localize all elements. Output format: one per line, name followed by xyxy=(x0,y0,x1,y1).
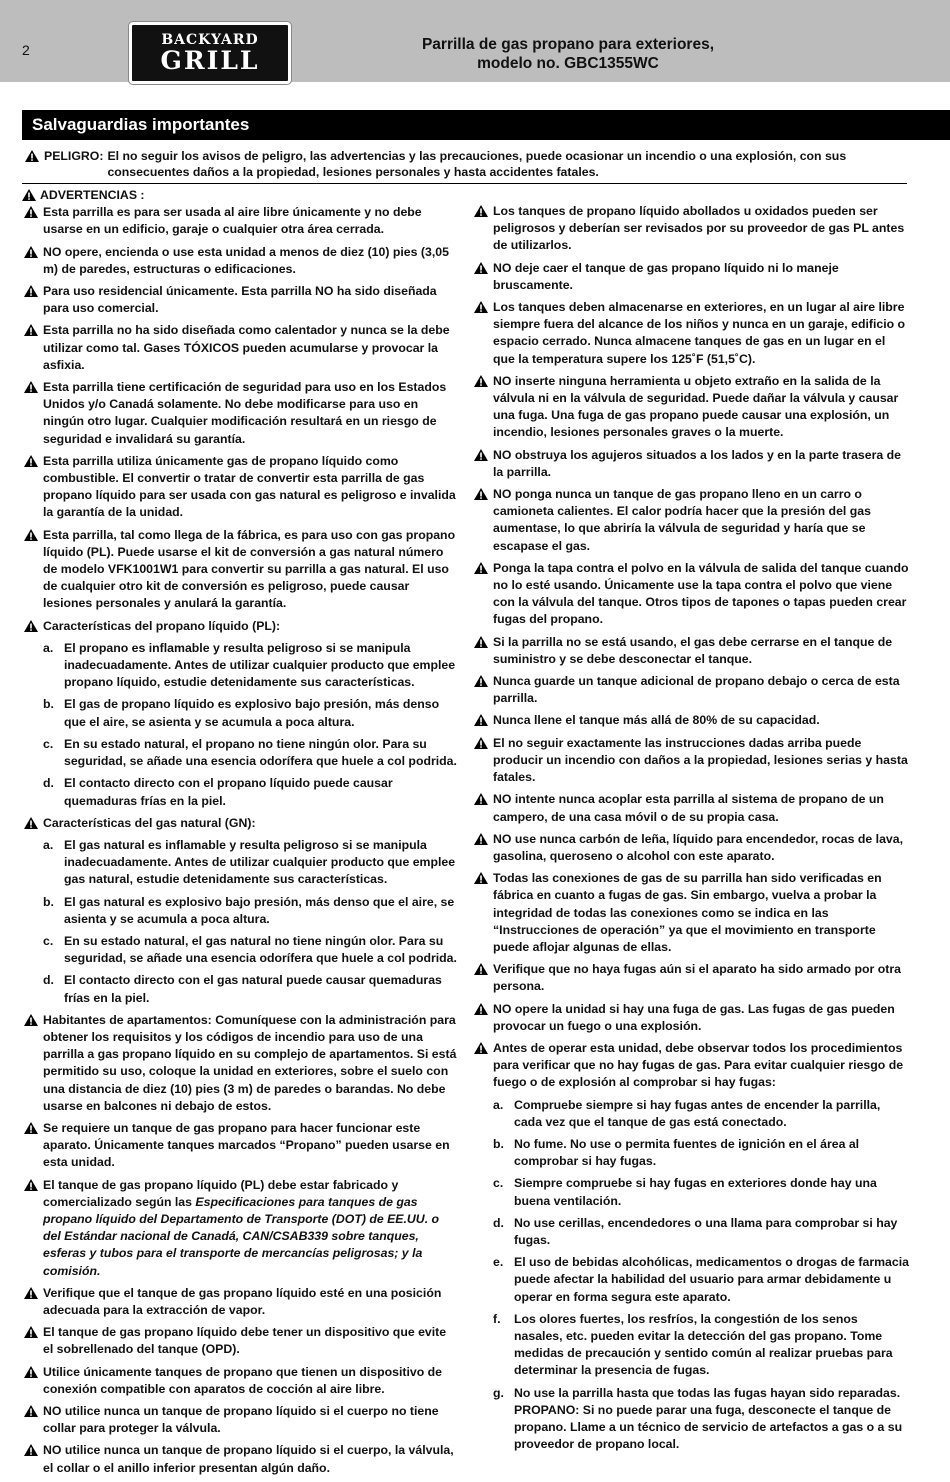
warning-triangle-icon xyxy=(474,872,488,884)
warning-text: Características del gas natural (GN): xyxy=(43,815,256,830)
warning-text: Esta parrilla, tal como llega de la fábrica, es para uso con gas propano líquido (PL). Puede usarse el kit de conversión a gas natural número de modelo VFK1001W1 para convertir su parrilla a gas natural. El uso de cualquier otro kit de conversión es peligroso, puede causar lesiones personales y anulará la garantía. xyxy=(43,527,456,611)
sub-text: El uso de bebidas alcohólicas, medicamentos o drogas de farmacia puede afectar la habilidad del usuario para armar debidamente u operar en forma segura este aparato. xyxy=(514,1255,909,1304)
warning-item xyxy=(472,203,909,255)
warning-item xyxy=(472,870,909,956)
sub-letter: b. xyxy=(493,1136,504,1151)
warning-text: El tanque de gas propano líquido debe tener un dispositivo que evite el sobrellenado del tanque (OPD). xyxy=(43,1325,447,1357)
warning-item xyxy=(472,961,909,995)
sub-text: El gas natural es inflamable y resulta peligroso si se manipula inadecuadamente. Antes de utilizar cualquier producto que emplee gas natural, estudie detenidamente sus características. xyxy=(64,837,456,887)
warning-item xyxy=(472,673,909,707)
warning-text: Verifique que no haya fugas aún si el aparato ha sido armado por otra persona. xyxy=(493,962,901,994)
warning-item xyxy=(22,1442,459,1476)
danger-text: El no seguir los avisos de peligro, las advertencias y las precauciones, puede ocasionar un incendio o una explosión, con sus consecuentes daños a la propiedad, lesiones personales y hasta accidentes fatales. xyxy=(107,149,847,179)
warning-item xyxy=(22,1324,459,1358)
warning-triangle-icon xyxy=(474,562,488,574)
warning-text: NO opere la unidad si hay una fuga de gas. Las fugas de gas pueden provocar un fuego o una explosión. xyxy=(493,1001,895,1033)
sub-item xyxy=(472,1175,909,1209)
warning-triangle-icon xyxy=(474,488,488,500)
warning-item xyxy=(472,260,909,294)
warning-text: NO utilice nunca un tanque de propano líquido si el cuerpo no tiene collar para proteger la válvula. xyxy=(43,1404,439,1436)
warning-triangle-icon xyxy=(24,285,38,297)
warning-triangle-icon xyxy=(474,205,488,217)
warning-text: NO deje caer el tanque de gas propano líquido ni lo maneje bruscamente. xyxy=(493,260,839,292)
warning-item xyxy=(22,244,459,278)
sub-item xyxy=(472,1311,909,1380)
warning-item xyxy=(22,1120,459,1172)
warning-triangle-icon xyxy=(24,1326,38,1338)
warning-triangle-icon xyxy=(474,737,488,749)
warning-text: NO inserte ninguna herramienta u objeto extraño en la salida de la válvula ni en la válvula de seguridad. Puede dañar la válvula y causar una fuga. Una fuga de gas propano puede causar una explosión, un incendio, lesiones personales graves o la muerte. xyxy=(493,373,899,440)
warning-triangle-icon xyxy=(24,1444,38,1456)
sub-text: No use cerillas, encendedores o una llama para comprobar si hay fugas. xyxy=(514,1215,898,1247)
sub-item xyxy=(22,972,459,1006)
danger-label-wrap xyxy=(22,148,103,180)
sub-item xyxy=(472,1385,909,1454)
danger-label: PELIGRO: xyxy=(44,149,104,163)
warning-triangle-icon xyxy=(474,449,488,461)
warning-item xyxy=(472,373,909,442)
warning-text: El no seguir exactamente las instrucciones dadas arriba puede producir un incendio con daños a la propiedad, lesiones serias y hasta fatales. xyxy=(493,735,908,785)
title-line-1: Parrilla de gas propano para exteriores, xyxy=(421,36,715,53)
sub-item xyxy=(22,696,459,730)
sub-letter: a. xyxy=(43,837,54,852)
logo-top-text: BACKYARD xyxy=(161,32,259,48)
warning-item xyxy=(472,791,909,825)
warning-triangle-icon xyxy=(24,817,38,829)
warning-text: Los tanques deben almacenarse en exteriores, en un lugar al aire libre siempre fuera del alcance de los niños y nunca en un garaje, edificio o espacio cerrado. Nunca almacene tanques de gas en un lugar en el que la temperatura supere los 125˚F (51,5˚C). xyxy=(493,300,906,366)
warning-item xyxy=(22,815,459,832)
warning-item xyxy=(22,1364,459,1398)
sub-text: Siempre compruebe si hay fugas en exteriores donde hay una buena ventilación. xyxy=(514,1176,877,1208)
warning-item xyxy=(22,1285,459,1319)
warning-triangle-icon xyxy=(24,381,38,393)
section-title: Salvaguardias importantes xyxy=(32,115,250,134)
warning-text: NO intente nunca acoplar esta parrilla al sistema de propano de un campero, de una casa móvil o de su propia casa. xyxy=(493,792,884,824)
warning-item xyxy=(22,618,459,635)
warning-text: Esta parrilla es para ser usada al aire libre únicamente y no debe usarse en un edificio, garaje o cualquier otra área cerrada. xyxy=(43,205,422,237)
warning-item xyxy=(22,204,459,238)
sub-text: No use la parrilla hasta que todas las fugas hayan sido reparadas. PROPANO: Si no puede parar una fuga, desconecte el tanque de propano. Llame a un técnico de servicio de artefactos a gas o a su proveedor de propano local. xyxy=(514,1385,903,1452)
warning-text: Ponga la tapa contra el polvo en la válvula de salida del tanque cuando no lo esté usando. Únicamente use la tapa contra el polvo que viene con la válvula del tanque. Otros tipos de tapones o tapas pueden crear fugas del propano. xyxy=(493,560,909,627)
warning-triangle-icon xyxy=(474,793,488,805)
backyard-grill-logo xyxy=(129,22,291,84)
logo-bottom-text: GRILL xyxy=(160,46,260,75)
warning-triangle-icon xyxy=(24,1179,38,1191)
warning-triangle-icon xyxy=(24,324,38,336)
title-line-2: modelo no. GBC1355WC xyxy=(477,55,659,72)
sub-item xyxy=(472,1136,909,1170)
warning-item xyxy=(22,1012,459,1115)
warning-triangle-icon xyxy=(24,455,38,467)
warning-text: NO use nunca carbón de leña, líquido para encendedor, rocas de lava, gasolina, queroseno o alcohol con este aparato. xyxy=(493,831,904,863)
warning-item xyxy=(22,379,459,448)
sub-letter: c. xyxy=(43,933,54,948)
warning-text: Nunca guarde un tanque adicional de propano debajo o cerca de esta parrilla. xyxy=(493,674,900,706)
warning-text: El tanque de gas propano líquido (PL) debe estar fabricado y comercializado según las xyxy=(43,1177,399,1209)
warning-item xyxy=(22,322,459,374)
warning-item xyxy=(472,486,909,555)
warning-item xyxy=(472,1001,909,1035)
warning-triangle-icon xyxy=(474,375,488,387)
page-number: 2 xyxy=(22,42,30,58)
warning-text-italic: Especificaciones para tanques de gas propano líquido del Departamento de Transporte (DOT) de EE.UU. o del Estándar nacional de Canadá, CAN/CSAB339 sobre tanques, esferas y tubos para el transporte de mercancías peligrosas; y la comisión. xyxy=(43,1194,440,1278)
sub-item xyxy=(22,775,459,809)
warning-item xyxy=(22,453,459,522)
sub-text: Compruebe siempre si hay fugas antes de encender la parrilla, cada vez que el tanque de gas está conectado. xyxy=(514,1097,881,1129)
warning-triangle-icon xyxy=(24,206,38,218)
warning-text: Antes de operar esta unidad, debe observar todos los procedimientos para verificar que no hay fugas de gas. Para evitar cualquier riesgo de fuego o de explosión al comprobar si hay fugas: xyxy=(493,1040,904,1090)
warnings-right-column xyxy=(472,203,909,1458)
warning-text: Los tanques de propano líquido abollados u oxidados pueden ser peligrosos y deberían ser revisados por su proveedor de gas PL antes de utilizarlos. xyxy=(493,204,905,253)
warning-triangle-icon xyxy=(25,150,39,162)
warning-triangle-icon xyxy=(24,620,38,632)
warning-item xyxy=(472,735,909,787)
sub-item xyxy=(22,894,459,928)
warning-item xyxy=(472,560,909,629)
warning-triangle-icon xyxy=(474,1003,488,1015)
sub-item xyxy=(472,1215,909,1249)
warning-triangle-icon xyxy=(474,262,488,274)
warning-item xyxy=(472,712,909,729)
warning-text: Se requiere un tanque de gas propano para hacer funcionar este aparato. Únicamente tanques marcados “Propano” pueden usarse en esta unidad. xyxy=(43,1120,450,1170)
sub-letter: f. xyxy=(493,1311,501,1326)
sub-letter: d. xyxy=(493,1215,504,1230)
warning-text: Nunca llene el tanque más allá de 80% de su capacidad. xyxy=(493,713,820,728)
sub-item xyxy=(22,640,459,692)
warning-text: Esta parrilla tiene certificación de seguridad para uso en los Estados Unidos y/o Canadá solamente. No debe modificarse para uso en ningún otro lugar. Cualquier modificación resultará en un riesgo de seguridad e invalidará su garantía. xyxy=(43,380,447,446)
warning-item xyxy=(472,634,909,668)
warning-text: Características del propano líquido (PL): xyxy=(43,618,281,633)
warnings-left-column xyxy=(22,187,459,1482)
sub-item xyxy=(22,736,459,770)
sub-letter: g. xyxy=(493,1385,504,1400)
warning-text: Utilice únicamente tanques de propano que tienen un dispositivo de conexión compatible con aparatos de cocción al aire libre. xyxy=(43,1364,443,1396)
warning-text: Para uso residencial únicamente. Esta parrilla NO ha sido diseñada para uso comercial. xyxy=(43,284,437,316)
sub-letter: c. xyxy=(493,1176,504,1191)
document-title xyxy=(358,35,778,73)
warning-text: Si la parrilla no se está usando, el gas debe cerrarse en el tanque de suministro y se debe desconectar el tanque. xyxy=(493,634,893,666)
sub-letter: d. xyxy=(43,776,54,791)
warning-triangle-icon xyxy=(474,675,488,687)
sub-item xyxy=(22,933,459,967)
warning-item xyxy=(22,1177,459,1280)
sub-item xyxy=(472,1254,909,1306)
sub-text: El gas natural es explosivo bajo presión, más denso que el aire, se asienta y se acumula a poca altura. xyxy=(64,894,455,926)
sub-letter: a. xyxy=(493,1097,504,1112)
sub-text: El contacto directo con el gas natural puede causar quemaduras frías en la piel. xyxy=(64,973,442,1005)
danger-notice xyxy=(22,148,907,184)
warning-triangle-icon xyxy=(24,1122,38,1134)
sub-letter: a. xyxy=(43,640,54,655)
sub-letter: c. xyxy=(43,736,54,751)
warning-triangle-icon xyxy=(474,714,488,726)
sub-letter: b. xyxy=(43,697,54,712)
warning-text: Todas las conexiones de gas de su parrilla han sido verificadas en fábrica en cuanto a fugas de gas. Sin embargo, vuelva a probar la integridad de todas las conexiones como se indica en las “Instrucciones de operación” ya que el movimiento en transporte puede aflojar algunas de ellas. xyxy=(493,871,882,954)
warning-text: NO opere, encienda o use esta unidad a menos de diez (10) pies (3,05 m) de paredes, estructuras o edificaciones. xyxy=(43,244,449,276)
sub-text: Los olores fuertes, los resfríos, la congestión de los senos nasales, etc. pueden evitar la detección del gas propano. Tome medidas de precaución y sentido común al realizar pruebas para determinar la presencia de fugas. xyxy=(514,1311,893,1378)
warning-triangle-icon xyxy=(22,189,36,201)
warning-triangle-icon xyxy=(474,963,488,975)
warning-triangle-icon xyxy=(24,1287,38,1299)
sub-text: El propano es inflamable y resulta peligroso si se manipula inadecuadamente. Antes de utilizar cualquier producto que emplee propano líquido, estudie detenidamente sus características. xyxy=(64,640,456,690)
warning-item xyxy=(22,527,459,613)
sub-letter: e. xyxy=(493,1255,504,1270)
sub-text: El contacto directo con el propano líquido puede causar quemaduras frías en la piel. xyxy=(64,776,393,808)
warning-triangle-icon xyxy=(474,636,488,648)
warning-text: NO obstruya los agujeros situados a los lados y en la parte trasera de la parrilla. xyxy=(493,447,901,479)
warning-item xyxy=(472,831,909,865)
sub-letter: d. xyxy=(43,973,54,988)
warning-item xyxy=(472,1040,909,1092)
warning-text: Habitantes de apartamentos: Comuníquese con la administración para obtener los requisitos y los códigos de incendio para uso de una parrilla a gas propano líquido en su complejo de apartamentos. Si está permitido su uso, coloque la unidad en exteriores, sobre el suelo con una distancia de diez (10) pies (3 m) de paredes o barandas. No debe usarse en balcones ni debajo de estos. xyxy=(43,1012,457,1113)
warning-triangle-icon xyxy=(24,246,38,258)
warning-triangle-icon xyxy=(474,833,488,845)
warning-item xyxy=(472,299,909,368)
warning-triangle-icon xyxy=(24,1366,38,1378)
sub-item xyxy=(472,1097,909,1131)
warning-text: Esta parrilla utiliza únicamente gas de propano líquido como combustible. El convertir o tratar de convertir esta parrilla de gas propano líquido para ser usada con gas natural es peligroso e invalida la garantía de la unidad. xyxy=(43,453,456,520)
warning-item xyxy=(22,1403,459,1437)
sub-text: El gas de propano líquido es explosivo bajo presión, más denso que el aire, se asienta y se acumula a poca altura. xyxy=(64,697,440,729)
sub-letter: b. xyxy=(43,894,54,909)
sub-text: En su estado natural, el gas natural no tiene ningún olor. Para su seguridad, se añade una esencia odorífera que huele a col podrida. xyxy=(64,933,457,966)
warning-triangle-icon xyxy=(474,1042,488,1054)
warning-text: NO utilice nunca un tanque de propano líquido si el cuerpo, la válvula, el collar o el anillo inferior presentan algún daño. xyxy=(43,1443,454,1475)
warnings-heading xyxy=(22,187,459,204)
warning-text: Esta parrilla no ha sido diseñada como calentador y nunca se la debe utilizar como tal. Gases TÓXICOS pueden acumularse y provocar la asfixia. xyxy=(43,323,450,372)
warning-text: NO ponga nunca un tanque de gas propano lleno en un carro o camioneta calientes. El calor podría hacer que la presión del gas aumentase, lo que abriría la válvula de seguridad y haría que se escapase el gas. xyxy=(493,487,871,553)
warning-item xyxy=(22,283,459,317)
warning-triangle-icon xyxy=(24,1405,38,1417)
warning-text: Verifique que el tanque de gas propano líquido esté en una posición adecuada para la extracción de vapor. xyxy=(43,1285,442,1317)
section-bar xyxy=(22,110,950,140)
warning-item xyxy=(472,447,909,481)
sub-item xyxy=(22,837,459,889)
warning-triangle-icon xyxy=(474,301,488,313)
warning-triangle-icon xyxy=(24,529,38,541)
warnings-heading-text: ADVERTENCIAS : xyxy=(40,188,145,202)
page-header xyxy=(0,0,950,82)
warning-triangle-icon xyxy=(24,1014,38,1026)
sub-text: No fume. No use o permita fuentes de ignición en el área al comprobar si hay fugas. xyxy=(514,1136,860,1169)
sub-text: En su estado natural, el propano no tiene ningún olor. Para su seguridad, se añade una esencia odorífera que huele a col podrida. xyxy=(64,736,457,769)
